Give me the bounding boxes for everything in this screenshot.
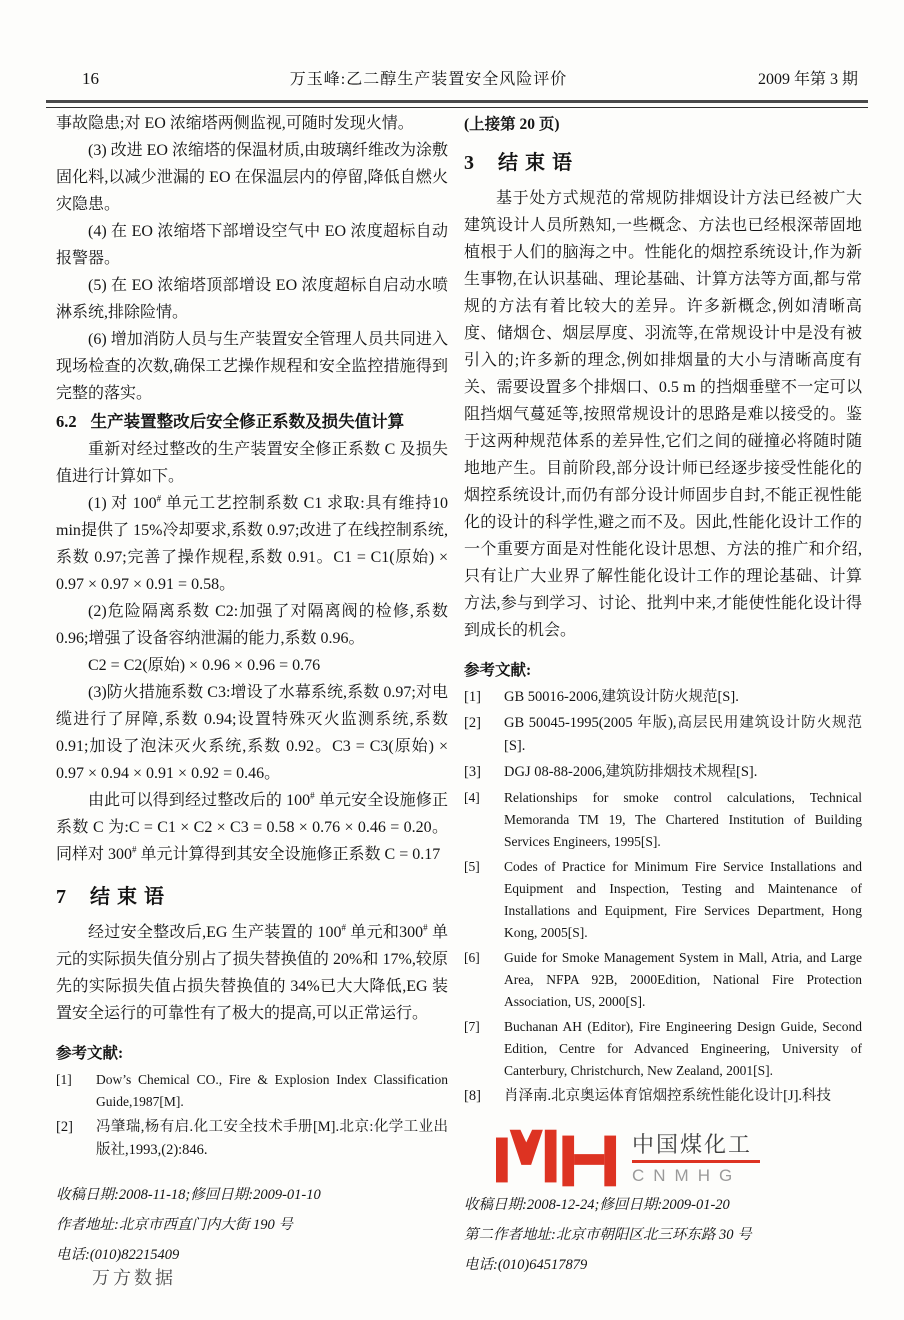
reference-label: [1] (56, 1072, 72, 1087)
watermark-en-label: CNMHG (632, 1166, 742, 1185)
reference-label: [6] (464, 950, 480, 965)
note-line: 电话:(010)82215409 (56, 1247, 180, 1263)
running-title: 万玉峰:乙二醇生产装置安全风险评价 (289, 71, 568, 88)
paragraph-conclusion-right: 基于处方式规范的常规防排烟设计方法已经被广大建筑设计人员所熟知,一些概念、方法也已经根深蒂固地植根于人们的脑海之中。性能化的烟控系统设计,作为新生事物,在认识基础、理论基础、计算方法等方面,都与常规的方法有着比较大的差异。许多新概念,例如清晰高度、储烟仓、烟层厚度、羽流等,在常规设计中是没有被引入的;许多新的理念,例如排烟量的大小与清晰高度有关、需要设置多个排烟口、0.5 m 的挡烟垂壁不一定可以阻挡烟气蔓延等,按照常规设计的思路是难以接受的。鉴于这两种规范体系的差异性,它们之间的碰撞必将随时随地地产生。目前阶段,部分设计师已经逐步接受性能化的烟控系统设计,而仍有部分设计师固步自封,不能正视性能化的设计的科学性,避之而不及。因此,性能化设计工作的一个重要方面是对性能化设计思想、方法的推广和介绍,只有让广大业界了解性能化设计工作的理论基础、计算方法,参与到学习、讨论、批判中来,才能使性能化设计得到成长的机会。 (464, 190, 862, 639)
unit-superscript: # (132, 844, 137, 855)
reference-item (464, 761, 862, 784)
paragraph-continuation: 事故隐患;对 EO 浓缩塔两侧监视,可随时发现火情。 (56, 115, 414, 132)
reference-item (464, 686, 862, 709)
coal-chem-logo-icon (496, 1128, 618, 1190)
reference-label: [3] (464, 764, 481, 780)
section-number: 6.2 (56, 412, 77, 431)
left-column (56, 110, 448, 1165)
reference-text: 冯肇瑞,杨有启.化工安全技术手册[M].北京:化学工业出版社,1993,(2):846. (96, 1119, 448, 1158)
unit-superscript: # (310, 790, 315, 801)
note-line: 收稿日期:2008-11-18;修回日期:2009-01-10 (56, 1187, 321, 1203)
watermark-text (632, 1128, 760, 1186)
watermark-cn-label: 中国煤化工 (632, 1132, 753, 1157)
reference-label: [2] (464, 715, 481, 731)
reference-text: Buchanan AH (Editor), Fire Engineering Design Guide, Second Edition, Centre for Advanced Engineering, University of Canterbury, Christchurch, New Zealand, 2001[S]. (504, 1019, 862, 1078)
continued-from-note: (上接第 20 页) (464, 116, 560, 133)
reference-text: GB 50045-1995(2005 年版),高层民用建筑设计防火规范[S]. (504, 715, 862, 754)
page-number: 16 (82, 69, 99, 88)
reference-label: [8] (464, 1088, 481, 1104)
paragraph-text: 单元计算得到其安全设施修正系数 C = 0.17 (136, 846, 441, 863)
paragraph-text: 单元安全设施修正系数 C 为:C = C1 × C2 × C3 = 0.58 × 0.76 × 0.46 = 0.20。同样对 300 (56, 792, 448, 863)
reference-item (56, 1116, 448, 1162)
references-heading: 参考文献: (56, 1045, 124, 1062)
reference-item (464, 947, 862, 1013)
reference-item (464, 1016, 862, 1082)
right-author-notes (464, 1190, 752, 1280)
section-heading-6-2 (56, 407, 448, 436)
reference-label: [1] (464, 689, 481, 705)
reference-item (464, 787, 862, 853)
reference-text: 肖泽南.北京奥运体育馆烟控系统性能化设计[J].科技 (504, 1088, 832, 1104)
list-item-5: (5) 在 EO 浓缩塔顶部增设 EO 浓度超标自启动水喷淋系统,排除险情。 (56, 277, 448, 321)
left-author-notes (56, 1180, 321, 1270)
note-line: 收稿日期:2008-12-24;修回日期:2009-01-20 (464, 1197, 730, 1213)
section-title: 结束语 (498, 152, 579, 174)
paragraph-c1 (56, 490, 448, 598)
paragraph-text: (1) 对 100 (88, 495, 157, 512)
reference-label: [2] (56, 1119, 73, 1135)
formula-c2: C2 = C2(原始) × 0.96 × 0.96 = 0.76 (88, 657, 321, 674)
paragraph-text: 经过安全整改后,EG 生产装置的 100 (88, 924, 342, 941)
paragraph-result (56, 787, 448, 868)
watermark-divider (632, 1160, 760, 1163)
reference-item (56, 1069, 448, 1113)
section-title: 生产装置整改后安全修正系数及损失值计算 (90, 412, 405, 431)
section-title: 结束语 (90, 886, 171, 908)
reference-item (464, 856, 862, 944)
paragraph-c3: (3)防火措施系数 C3:增设了水幕系统,系数 0.97;对电缆进行了屏障,系数 0.94;设置特殊灭火监测系统,系数 0.91;加设了泡沫灭火系统,系数 0.92。C3 = C3(原始) × 0.97 × 0.94 × 0.91 × 0.92 = 0.46。 (56, 684, 448, 782)
reference-item (464, 1085, 862, 1108)
reference-text: DGJ 08-88-2006,建筑防排烟技术规程[S]. (504, 764, 758, 780)
reference-label: [4] (464, 790, 480, 805)
references-heading: 参考文献: (464, 662, 532, 679)
paragraph-text: 单元和300 (345, 924, 424, 941)
issue-label: 2009 年第 3 期 (757, 71, 858, 88)
paragraph-conclusion (56, 919, 448, 1027)
reference-text: Dow’s Chemical CO., Fire & Explosion Index Classification Guide,1987[M]. (96, 1072, 448, 1109)
publisher-watermark (496, 1126, 766, 1192)
list-item-4: (4) 在 EO 浓缩塔下部增设空气中 EO 浓度超标自动报警器。 (56, 223, 448, 267)
section-number: 7 (56, 886, 66, 908)
reference-label: [5] (464, 859, 480, 874)
unit-superscript: # (341, 922, 346, 933)
section-heading-7 (56, 880, 448, 909)
paragraph-text: 单元工艺控制系数 C1 求取:具有维持10 min提供了 15%冷却要求,系数 0.97;改进了在线控制系统, 系数 0.97;完善了操作规程,系数 0.91。C1 = C1(原始) × 0.97 × 0.97 × 0.91 = 0.58。 (56, 495, 448, 593)
paragraph-text: 单元的实际损失值分别占了损失替换值的 20%和 17%,较原先的实际损失值占损失替换值的 34%已大大降低,EG 装置安全运行的可靠性有了极大的提高,可以正常运行。 (56, 924, 448, 1022)
note-line: 第二作者地址:北京市朝阳区北三环东路 30 号 (464, 1227, 752, 1243)
reference-text: Codes of Practice for Minimum Fire Service Installations and Equipment and Inspection, Testing and Maintenance of Installations and Equipment, Fire Services Department, Hong Kong, 2005[S]. (504, 859, 862, 940)
note-line: 作者地址:北京市西直门内大街 190 号 (56, 1217, 293, 1233)
section-heading-3 (464, 146, 862, 175)
header-rule (46, 100, 868, 108)
unit-superscript: # (423, 922, 428, 933)
unit-superscript: # (156, 493, 162, 504)
reference-text: Relationships for smoke control calculations, Technical Memoranda TM 19, The Chartered Institution of Building Services Engineers, 1995[S]. (504, 790, 862, 849)
paragraph-intro: 重新对经过整改的生产装置安全修正系数 C 及损失值进行计算如下。 (56, 441, 448, 485)
reference-label: [7] (464, 1019, 480, 1034)
reference-item (464, 712, 862, 758)
page-header (48, 66, 864, 89)
list-item-3: (3) 改进 EO 浓缩塔的保温材质,由玻璃纤维改为涂敷固化料,以减少泄漏的 EO 在保温层内的停留,降低自燃火灾隐患。 (56, 142, 448, 213)
footer-brand: 万方数据 (92, 1268, 176, 1288)
note-line: 电话:(010)64517879 (464, 1257, 588, 1273)
paragraph-text: 由此可以得到经过整改后的 100 (88, 792, 311, 809)
reference-text: GB 50016-2006,建筑设计防火规范[S]. (504, 689, 739, 705)
section-number: 3 (464, 152, 474, 174)
right-column (464, 110, 862, 1111)
paragraph-c2: (2)危险隔离系数 C2:加强了对隔离阀的检修,系数 0.96;增强了设备容纳泄漏的能力,系数 0.96。 (56, 603, 448, 647)
list-item-6: (6) 增加消防人员与生产装置安全管理人员共同进入现场检查的次数,确保工艺操作规程和安全监控措施得到完整的落实。 (56, 331, 448, 402)
reference-text: Guide for Smoke Management System in Mall, Atria, and Large Area, NFPA 92B, 2000Edition, National Fire Protection Association, US, 2000[S]. (504, 950, 862, 1009)
